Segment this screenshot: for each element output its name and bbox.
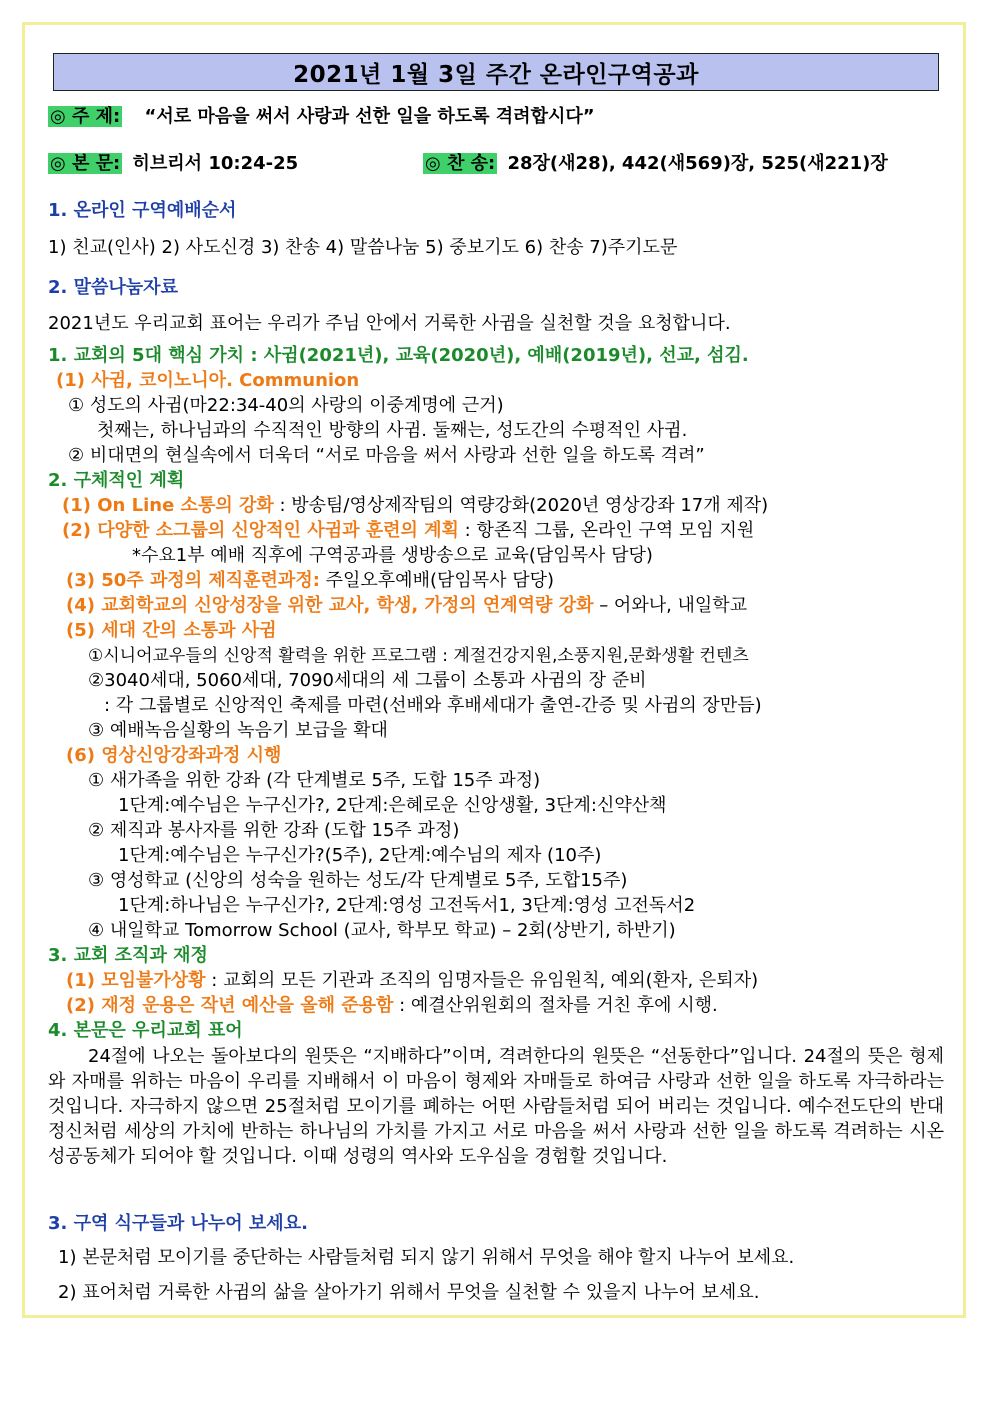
scripture-line — [48, 153, 298, 175]
plan-6-item-1: ① 새가족을 위한 강좌 (각 단계별로 5주, 도합 15주 과정) — [88, 770, 541, 791]
section2-heading: 2. 말씀나눔자료 — [48, 277, 178, 298]
section1-heading: 1. 온라인 구역예배순서 — [48, 200, 237, 221]
hymn-value: 28장(새28), 442(새569)장, 525(새221)장 — [507, 153, 888, 174]
plan-1 — [62, 495, 768, 517]
hymn-line — [423, 153, 888, 175]
page-title-text: 2021년 1월 3일 주간 온라인구역공과 — [293, 61, 699, 88]
plan-2-note: *수요1부 예배 직후에 구역공과를 생방송으로 교육(담임목사 담당) — [132, 545, 653, 566]
plan-6-item-3-detail: 1단계:하나님은 누구신가?, 2단계:영성 고전독서1, 3단계:영성 고전독서2 — [118, 895, 696, 916]
plan-2-desc: : 항존직 그룹, 온라인 구역 모임 지원 — [458, 520, 755, 541]
theme-label: ◎ 주 제: — [50, 106, 121, 127]
text-body: 24절에 나오는 돌아보다의 원뜻은 “지배하다”이며, 격려한다의 원뜻은 “선동한다”입니다. 24절의 뜻은 형제와 자매를 위하는 마음이 우리를 지배해서 이 마음이 형제와 자매들로 하여금 사랑과 선한 일을 하도록 자극하라는 것입니다. 자극하지 않으면 25절처럼 모이기를 폐하는 어떤 사람들처럼 되어 버리는 것입니다. 예수전도단의 반대정신처럼 세상의 가치에 반하는 하나님의 가치를 가지고 서로 마음을 써서 사랑과 선한 일을 하도록 격려하는 시온성공동체가 되어야 할 것입니다. 이때 성령의 역사와 도우심을 경험할 것입니다. — [48, 1046, 944, 1167]
section3-heading: 3. 구역 식구들과 나누어 보세요. — [48, 1213, 308, 1234]
communion-item-2: ② 비대면의 현실속에서 더욱더 “서로 마음을 써서 사랑과 선한 일을 하도록 격려” — [68, 445, 705, 466]
plan-6-item-4: ④ 내일학교 Tomorrow School (교사, 학부모 학교) – 2회(상반기, 하반기) — [88, 920, 676, 941]
org-heading: 3. 교회 조직과 재정 — [48, 945, 208, 966]
plan-1-desc: : 방송팀/영상제작팀의 역량강화(2020년 영상강좌 17개 제작) — [273, 495, 769, 516]
plan-3 — [66, 570, 554, 592]
plan-6-item-2: ② 제직과 봉사자를 위한 강좌 (도합 15주 과정) — [88, 820, 460, 841]
org-item-2-desc: : 예결산위원회의 절차를 거친 후에 시행. — [393, 995, 718, 1016]
page-title — [53, 53, 939, 91]
plan-6-title: (6) 영상신앙강좌과정 시행 — [66, 745, 282, 766]
discussion-question-1: 1) 본문처럼 모이기를 중단하는 사람들처럼 되지 않기 위해서 무엇을 해야 할지 나누어 보세요. — [58, 1247, 795, 1268]
plan-5-item-1: ①시니어교우들의 신앙적 활력을 위한 프로그램 : 계절건강지원,소풍지원,문화생활 컨텐츠 — [88, 646, 749, 666]
plan-1-title: (1) On Line 소통의 강화 — [62, 495, 274, 516]
plan-5-item-3: ③ 예배녹음실황의 녹음기 보급을 확대 — [88, 720, 388, 741]
text-heading: 4. 본문은 우리교회 표어 — [48, 1020, 243, 1041]
plan-4-desc: – 어와나, 내일학교 — [593, 595, 748, 616]
scripture-value: 히브리서 10:24-25 — [132, 153, 299, 174]
plan-heading: 2. 구체적인 계획 — [48, 470, 185, 491]
org-item-2-title: (2) 재정 운용은 작년 예산을 올해 준용함 — [66, 995, 394, 1016]
org-item-1 — [66, 970, 758, 992]
plan-5-item-2-detail: : 각 그룹별로 신앙적인 축제를 마련(선배와 후배세대가 출연-간증 및 사귐의 장만듬) — [104, 695, 762, 716]
communion-item-1-detail: 첫째는, 하나님과의 수직적인 방향의 사귐. 둘째는, 성도간의 수평적인 사귐. — [97, 420, 688, 441]
plan-4-title: (4) 교회학교의 신앙성장을 위한 교사, 학생, 가정의 연계역량 강화 — [66, 595, 594, 616]
plan-6-item-2-detail: 1단계:예수님은 누구신가?(5주), 2단계:예수님의 제자 (10주) — [118, 845, 602, 866]
plan-5-item-2: ②3040세대, 5060세대, 7090세대의 세 그룹이 소통과 사귐의 장 준비 — [88, 670, 647, 691]
discussion-question-2: 2) 표어처럼 거룩한 사귐의 삶을 살아가기 위해서 무엇을 실천할 수 있을지 나누어 보세요. — [58, 1282, 760, 1303]
plan-3-desc: 주일오후예배(담임목사 담당) — [319, 570, 555, 591]
theme-line — [48, 106, 595, 128]
scripture-label: ◎ 본 문: — [50, 153, 121, 174]
theme-value: “서로 마음을 써서 사랑과 선한 일을 하도록 격려합시다” — [144, 106, 595, 127]
hymn-label: ◎ 찬 송: — [425, 153, 496, 174]
org-item-1-title: (1) 모임불가상황 — [66, 970, 206, 991]
motto-intro: 2021년도 우리교회 표어는 우리가 주님 안에서 거룩한 사귐을 실천할 것을 요청합니다. — [48, 313, 731, 334]
worship-order: 1) 친교(인사) 2) 사도신경 3) 찬송 4) 말씀나눔 5) 중보기도 6) 찬송 7)주기도문 — [48, 237, 678, 258]
org-item-1-desc: : 교회의 모든 기관과 조직의 임명자들은 유임원칙, 예외(환자, 은퇴자) — [205, 970, 759, 991]
plan-4 — [66, 595, 747, 617]
plan-2 — [62, 520, 754, 542]
plan-6-item-1-detail: 1단계:예수님은 누구신가?, 2단계:은혜로운 신앙생활, 3단계:신약산책 — [118, 795, 667, 816]
plan-3-title: (3) 50주 과정의 제직훈련과정: — [66, 570, 320, 591]
plan-2-title: (2) 다양한 소그룹의 신앙적인 사귐과 훈련의 계획 — [62, 520, 459, 541]
org-item-2 — [66, 995, 718, 1017]
communion-item-1: ① 성도의 사귐(마22:34-40의 사랑의 이중계명에 근거) — [68, 395, 504, 416]
core-values-heading: 1. 교회의 5대 핵심 가치 : 사귐(2021년), 교육(2020년), 예배(2019년), 선교, 섬김. — [48, 345, 749, 366]
communion-heading: (1) 사귐, 코이노니아. Communion — [56, 370, 360, 391]
plan-6-item-3: ③ 영성학교 (신앙의 성숙을 원하는 성도/각 단계별로 5주, 도합15주) — [88, 870, 628, 891]
plan-5-title: (5) 세대 간의 소통과 사귐 — [66, 620, 277, 641]
